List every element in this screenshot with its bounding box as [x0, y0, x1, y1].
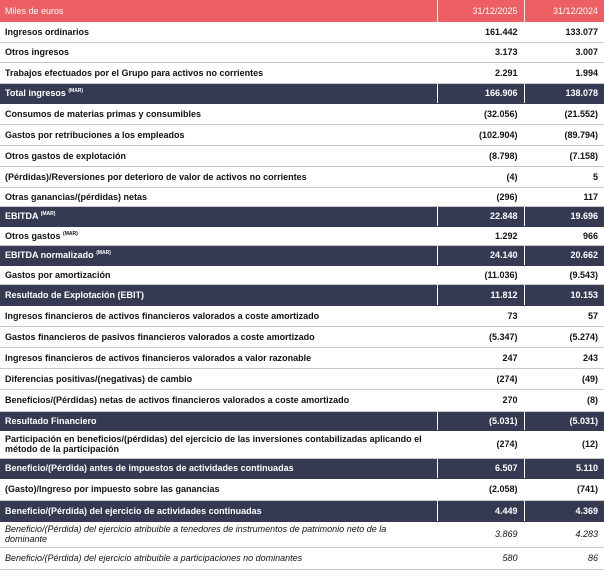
table-row: [0, 500, 604, 521]
row-label-text: (Gasto)/Ingreso por impuesto sobre las ganancias: [5, 484, 220, 494]
value-2025: (2.058): [437, 478, 524, 500]
row-label-text: Gastos financieros de pasivos financieros valorados a coste amortizado: [5, 331, 315, 342]
value-2024: 117: [524, 187, 604, 206]
value-2025: (102.904): [437, 124, 524, 145]
row-label: [0, 103, 437, 124]
table-row: [0, 521, 604, 547]
value-2024: 1.994: [524, 62, 604, 83]
row-label-text: Beneficio/(Pérdida) del ejercicio atribuible a tenedores de instrumentos de patrimonio neto de la dominante: [5, 524, 387, 544]
value-2025: 3.173: [437, 42, 524, 62]
value-2025: 3.869: [437, 521, 524, 547]
table-header-row: [0, 0, 604, 22]
row-label: [0, 326, 437, 347]
value-2025: (8.798): [437, 145, 524, 166]
value-2024: (9.543): [524, 265, 604, 284]
value-2025: (32.056): [437, 103, 524, 124]
value-2024: (741): [524, 478, 604, 500]
row-label-text: Total ingresos: [5, 88, 66, 98]
table-row: [0, 411, 604, 430]
value-2025: (274): [437, 368, 524, 389]
value-2024: 5: [524, 166, 604, 187]
row-label: [0, 226, 437, 245]
value-2025: 22.848: [437, 206, 524, 226]
value-2025: (4): [437, 166, 524, 187]
value-2024: 20.662: [524, 245, 604, 265]
table-row: [0, 83, 604, 103]
value-2025: 247: [437, 347, 524, 368]
row-label-text: Otras ganancias/(pérdidas) netas: [5, 191, 148, 202]
value-2025: 6.507: [437, 458, 524, 478]
row-label: [0, 245, 437, 265]
row-label-text: Trabajos efectuados por el Grupo para activos no corrientes: [5, 67, 264, 78]
table-row: [0, 226, 604, 245]
mar-superscript: (MAR): [63, 230, 78, 237]
table-row: [0, 284, 604, 305]
value-2025: 166.906: [437, 83, 524, 103]
table-row: [0, 265, 604, 284]
value-2025: 24.140: [437, 245, 524, 265]
value-2024: 4.283: [524, 521, 604, 547]
table-row: [0, 389, 604, 411]
table-row: [0, 458, 604, 478]
value-2024: (7.158): [524, 145, 604, 166]
row-label: [0, 368, 437, 389]
row-label: [0, 206, 437, 226]
row-label-text: EBITDA: [5, 211, 39, 221]
row-label: [0, 411, 437, 430]
value-2025: (11.036): [437, 265, 524, 284]
value-2024: 133.077: [524, 22, 604, 42]
row-label-text: Otros gastos de explotación: [5, 150, 127, 161]
value-2025: (5.347): [437, 326, 524, 347]
row-label-text: Resultado Financiero: [5, 415, 97, 426]
row-label-text: Diferencias positivas/(negativas) de cambio: [5, 373, 193, 384]
row-label-text: Ingresos ordinarios: [5, 26, 90, 37]
row-label: [0, 124, 437, 145]
row-label-text: Beneficios/(Pérdidas) netas de activos financieros valorados a coste amortizado: [5, 395, 350, 405]
row-label-text: Ingresos financieros de activos financieros valorados a coste amortizado: [5, 310, 320, 321]
table-row: [0, 103, 604, 124]
mar-superscript: (MAR): [40, 211, 56, 217]
row-label-text: Resultado de Explotación (EBIT): [5, 289, 145, 300]
table-row: [0, 206, 604, 226]
value-2024: (8): [524, 389, 604, 411]
value-2025: 73: [437, 305, 524, 326]
row-label-text: Beneficio/(Pérdida) antes de impuestos de actividades continuadas: [5, 463, 294, 473]
value-2025: (274): [437, 430, 524, 458]
value-2024: 19.696: [524, 206, 604, 226]
row-label: [0, 62, 437, 83]
table-row: [0, 368, 604, 389]
table-row: [0, 305, 604, 326]
value-2025: 4.449: [437, 500, 524, 521]
value-2024: (5.031): [524, 411, 604, 430]
row-label: [0, 166, 437, 187]
value-2024: 10.153: [524, 284, 604, 305]
row-label-text: Beneficio/(Pérdida) del ejercicio atribuible a participaciones no dominantes: [5, 553, 303, 563]
value-2024: 138.078: [524, 83, 604, 103]
row-label-text: Otros ingresos: [5, 47, 70, 57]
value-2024: 86: [524, 547, 604, 569]
row-label: [0, 145, 437, 166]
row-label: [0, 389, 437, 411]
value-2024: (5.274): [524, 326, 604, 347]
row-label-text: Consumos de materias primas y consumibles: [5, 108, 202, 119]
row-label: [0, 430, 437, 458]
row-label: [0, 22, 437, 42]
row-label-text: (Pérdidas)/Reversiones por deterioro de valor de activos no corrientes: [5, 171, 307, 182]
table-row: [0, 62, 604, 83]
value-2025: (296): [437, 187, 524, 206]
value-2025: (5.031): [437, 411, 524, 430]
row-label: [0, 521, 437, 547]
table-row: [0, 347, 604, 368]
value-2025: 1.292: [437, 226, 524, 245]
row-label: [0, 284, 437, 305]
mar-superscript: (MAR): [96, 250, 111, 256]
row-label: [0, 458, 437, 478]
value-2024: 5.110: [524, 458, 604, 478]
row-label: [0, 305, 437, 326]
value-2024: (21.552): [524, 103, 604, 124]
value-2024: 966: [524, 226, 604, 245]
table-row: [0, 430, 604, 458]
value-2024: 57: [524, 305, 604, 326]
row-label-text: Beneficio/(Pérdida) del ejercicio de actividades continuadas: [5, 505, 262, 516]
value-2025: 580: [437, 547, 524, 569]
table-row: [0, 22, 604, 42]
table-row: [0, 245, 604, 265]
header-label: Miles de euros: [0, 0, 437, 22]
row-label: [0, 500, 437, 521]
value-2025: 270: [437, 389, 524, 411]
row-label: [0, 83, 437, 103]
value-2024: 3.007: [524, 42, 604, 62]
value-2024: (89.794): [524, 124, 604, 145]
row-label-text: Otros gastos: [5, 230, 61, 241]
header-col-2024: 31/12/2024: [524, 0, 604, 22]
mar-superscript: (MAR): [68, 88, 84, 94]
table-row: [0, 187, 604, 206]
table-row: [0, 326, 604, 347]
header-col-2025: 31/12/2025: [437, 0, 524, 22]
row-label: [0, 347, 437, 368]
row-label: [0, 547, 437, 569]
row-label-text: EBITDA normalizado: [5, 250, 94, 260]
value-2025: 11.812: [437, 284, 524, 305]
row-label-text: Participación en beneficios/(pérdidas) del ejercicio de las inversiones contabilizadas aplicando el método de la participación: [5, 434, 422, 454]
row-label: [0, 42, 437, 62]
value-2024: 243: [524, 347, 604, 368]
table-row: [0, 145, 604, 166]
row-label-text: Gastos por amortización: [5, 269, 111, 280]
table-row: [0, 124, 604, 145]
table-row: [0, 547, 604, 569]
value-2024: (49): [524, 368, 604, 389]
value-2024: (12): [524, 430, 604, 458]
row-label: [0, 265, 437, 284]
row-label-text: Ingresos financieros de activos financieros valorados a valor razonable: [5, 352, 312, 363]
row-label: [0, 478, 437, 500]
value-2024: 4.369: [524, 500, 604, 521]
row-label-text: Gastos por retribuciones a los empleados: [5, 129, 185, 140]
value-2025: 2.291: [437, 62, 524, 83]
value-2025: 161.442: [437, 22, 524, 42]
table-row: [0, 478, 604, 500]
row-label: [0, 187, 437, 206]
table-row: [0, 42, 604, 62]
table-row: [0, 166, 604, 187]
